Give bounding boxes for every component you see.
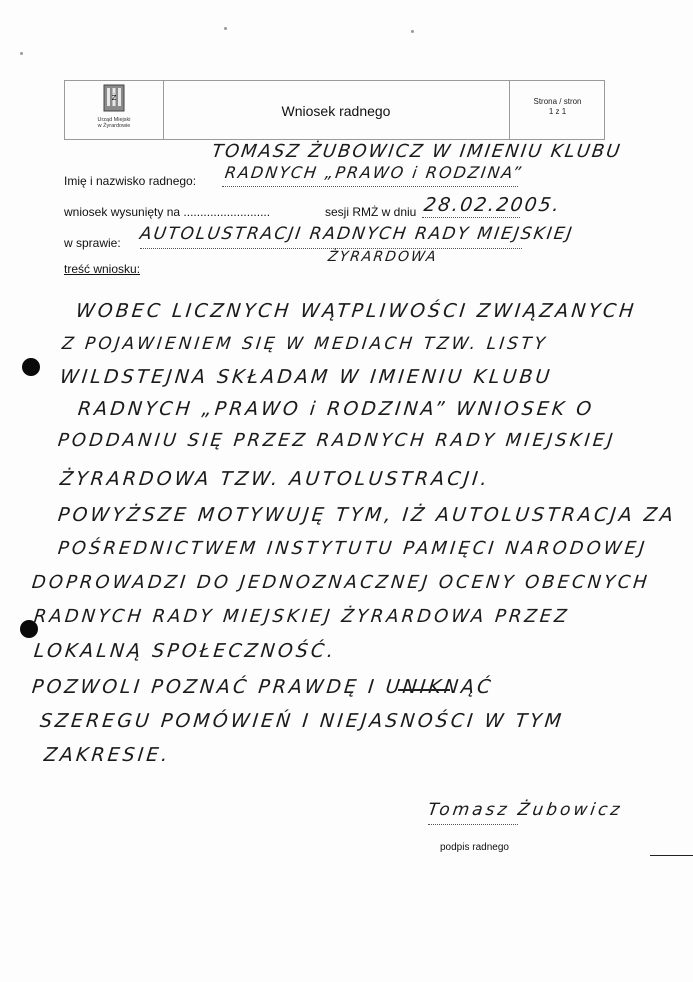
body-line-12: POZWOLI POZNAĆ PRAWDĘ I UNIKNĄĆ — [30, 676, 495, 698]
content-label: treść wniosku: — [64, 262, 141, 276]
subject-line2: ŻYRARDOWA — [326, 249, 439, 265]
councillor-name-line1: TOMASZ ŻUBOWICZ W IMIENIU KLUBU — [210, 141, 623, 162]
city-logo — [65, 81, 164, 139]
body-line-1: WOBEC LICZNYCH WĄTPLIWOŚCI ZWIĄZANYCH — [74, 300, 638, 322]
scan-speck — [411, 30, 414, 33]
body-line-9: DOPROWADZI DO JEDNOZNACZNEJ OCENY OBECNYCH — [30, 572, 651, 593]
page-counter — [509, 97, 606, 117]
date-dotted-line — [422, 217, 520, 218]
logo-caption-line2: w Żyrardowie — [97, 123, 131, 129]
body-line-11: LOKALNĄ SPOŁECZNOŚĆ. — [32, 640, 338, 662]
name-dotted-line — [222, 186, 518, 187]
subject-label: w sprawie: — [64, 236, 121, 250]
submitted-label-text: wniosek wysunięty na — [64, 205, 181, 219]
body-line-14: ZAKRESIE. — [42, 744, 172, 766]
handwritten-signature: Tomasz Żubowicz — [426, 800, 624, 820]
submitted-dots: .......................... — [183, 205, 271, 219]
body-line-5: PODDANIU SIĘ PRZEZ RADNYCH RADY MIEJSKIEJ — [56, 430, 617, 451]
signature-label: podpis radnego — [440, 842, 509, 853]
form-header — [64, 80, 605, 140]
pen-mark — [650, 855, 693, 856]
page-counter-value: 1 z 1 — [548, 107, 567, 116]
signature-dotted-line — [428, 824, 518, 825]
crossed-out-word — [398, 689, 450, 691]
name-label: Imię i nazwisko radnego: — [64, 174, 197, 188]
body-line-10: RADNYCH RADY MIEJSKIEJ ŻYRARDOWA PRZEZ — [32, 606, 571, 627]
body-line-13: SZEREGU POMÓWIEŃ I NIEJASNOŚCI W TYM — [38, 710, 566, 732]
scan-speck — [20, 52, 23, 55]
logo-caption-line1: Urząd Miejski — [97, 117, 131, 123]
body-line-8: POŚREDNICTWEM INSTYTUTU PAMIĘCI NARODOWEJ — [56, 538, 649, 559]
body-line-7: POWYŻSZE MOTYWUJĘ TYM, IŻ AUTOLUSTRACJA ZA — [56, 504, 678, 526]
form-title: Wniosek radnego — [163, 81, 510, 139]
session-label: sesji RMŻ w dniu — [325, 205, 417, 219]
hole-punch — [22, 358, 40, 376]
councillor-name-line2: RADNYCH „PRAWO i RODZINA” — [223, 163, 525, 182]
body-line-2: Z POJAWIENIEM SIĘ W MEDIACH TZW. LISTY — [60, 334, 549, 354]
submitted-label — [64, 205, 270, 219]
body-line-6: ŻYRARDOWA TZW. AUTOLUSTRACJI. — [58, 468, 491, 490]
scan-speck — [224, 27, 227, 30]
body-line-4: RADNYCH „PRAWO i RODZINA” WNIOSEK O — [76, 398, 596, 420]
page-counter-label: Strona / stron — [533, 97, 582, 106]
svg-text:Ż: Ż — [111, 94, 117, 102]
body-line-3: WILDSTEJNA SKŁADAM W IMIENIU KLUBU — [58, 366, 554, 388]
subject-line1: AUTOLUSTRACJI RADNYCH RADY MIEJSKIEJ — [138, 224, 575, 244]
session-date: 28.02.2005. — [422, 194, 563, 216]
coat-of-arms-icon — [103, 84, 125, 114]
